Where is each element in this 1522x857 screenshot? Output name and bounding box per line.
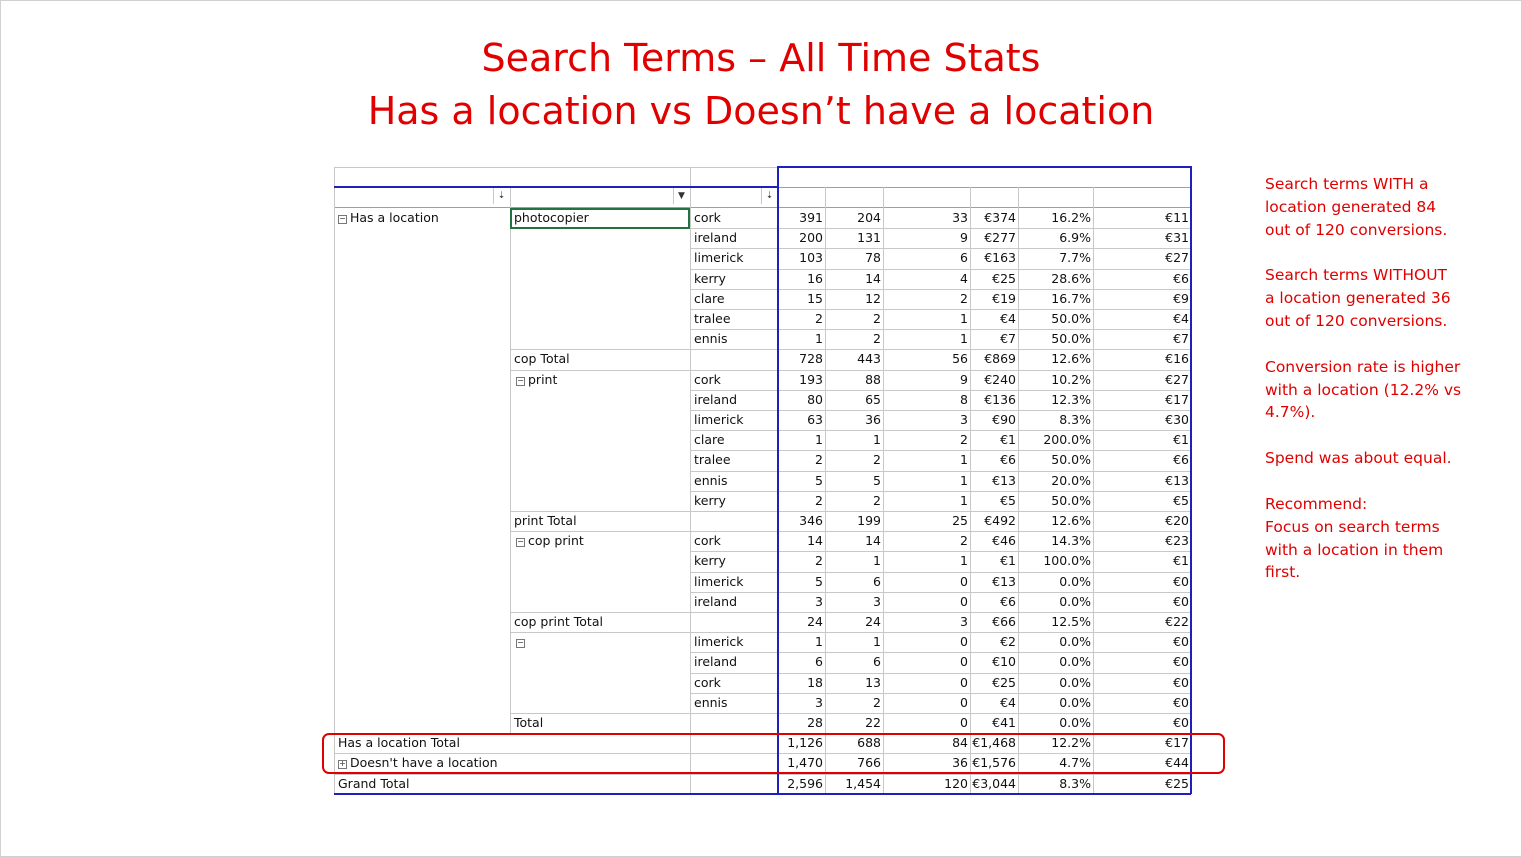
clicks-cell: 2 — [873, 452, 881, 468]
cost-per-conv-cell: €0 — [1173, 654, 1189, 670]
product-label-text: Total — [514, 715, 544, 730]
note-line: 4.7%). — [1265, 403, 1316, 422]
location-cell: ireland — [694, 230, 738, 246]
impr-cell: 1,470 — [787, 755, 823, 771]
note-line: with a location in them — [1265, 540, 1444, 559]
impr-cell: 200 — [799, 230, 823, 246]
impr-cell: 5 — [815, 573, 823, 589]
clicks-cell: 14 — [865, 533, 881, 549]
conv-rate-cell: 20.0% — [1051, 472, 1091, 488]
cost-per-conv-cell: €27 — [1165, 250, 1189, 266]
cost-cell: €4 — [1000, 311, 1016, 326]
cost-per-conv-cell: €4 — [1173, 311, 1189, 326]
conv-rate-cell: 12.3% — [1051, 391, 1091, 407]
cost-cell: €1,468 — [972, 735, 1016, 751]
cost-cell: €277 — [984, 230, 1016, 246]
conv-rate-cell: 14.3% — [1051, 533, 1091, 549]
grid-line — [883, 187, 884, 794]
product-label-text: print — [528, 371, 558, 387]
conv-rate-cell: 12.5% — [1051, 614, 1091, 629]
conv-rate-cell: 50.0% — [1051, 331, 1091, 347]
expand-icon[interactable]: + — [339, 759, 346, 769]
conversions-cell: 8 — [960, 391, 968, 407]
cost-cell: €25 — [992, 270, 1016, 286]
clicks-cell: 443 — [857, 351, 881, 367]
cost-cell: €163 — [984, 250, 1016, 266]
cost-cell: €41 — [992, 715, 1016, 730]
clicks-cell: 204 — [857, 210, 881, 225]
has-location-filter-button[interactable] — [493, 188, 509, 204]
location-cell: tralee — [694, 452, 731, 468]
conv-rate-cell: 100.0% — [1043, 553, 1091, 569]
conversions-cell: 84 — [952, 735, 968, 751]
cost-cell: €492 — [984, 513, 1016, 528]
note-paragraph — [1265, 173, 1470, 241]
conv-rate-cell: 12.6% — [1051, 351, 1091, 367]
cost-cell: €3,044 — [972, 775, 1016, 791]
conv-rate-cell: 0.0% — [1059, 715, 1091, 730]
impr-cell: 103 — [799, 250, 823, 266]
cost-per-conv-cell: €0 — [1173, 715, 1189, 730]
cost-cell: €6 — [1000, 452, 1016, 468]
cost-cell: €5 — [1000, 492, 1016, 508]
cost-per-conv-cell: €7 — [1173, 331, 1189, 347]
location-cell: ireland — [694, 593, 738, 609]
conv-rate-cell: 4.7% — [1059, 755, 1091, 771]
conversions-cell: 4 — [960, 270, 968, 286]
clicks-cell: 6 — [873, 573, 881, 589]
clicks-cell: 2 — [873, 492, 881, 508]
note-paragraph — [1265, 447, 1470, 470]
location-cell: cork — [694, 674, 721, 690]
cost-per-conv-cell: €5 — [1173, 492, 1189, 508]
slide-subtitle: Has a location vs Doesn’t have a location — [367, 89, 1155, 133]
values-header — [780, 168, 980, 188]
clicks-cell: 2 — [873, 694, 881, 710]
conv-rate-cell: 50.0% — [1051, 311, 1091, 326]
cost-per-conv-cell: €0 — [1173, 694, 1189, 710]
grid-line — [778, 187, 1191, 188]
conversions-cell: 56 — [952, 351, 968, 367]
location-cell: limerick — [694, 412, 744, 427]
impr-cell: 5 — [815, 472, 823, 488]
grid-line — [510, 188, 511, 733]
product-label-text: cop print — [528, 533, 584, 549]
cost-per-conv-cell: €6 — [1173, 452, 1189, 468]
conversions-cell: 9 — [960, 230, 968, 246]
cost-per-conv-cell: €9 — [1173, 290, 1189, 306]
location-cell: ennis — [694, 331, 728, 347]
cost-per-conv-cell: €27 — [1165, 371, 1189, 387]
grid-line — [690, 167, 691, 794]
subtotal-label — [510, 713, 778, 733]
values-frame-top — [777, 166, 1191, 168]
impr-cell: 3 — [815, 694, 823, 710]
cost-cell: €10 — [992, 654, 1016, 670]
conversions-cell: 0 — [960, 715, 968, 730]
location-filter-button[interactable] — [761, 188, 777, 204]
conv-rate-cell: 0.0% — [1059, 694, 1091, 710]
location-cell: cork — [694, 371, 721, 387]
filter-dropdown-icon: ⇣ — [765, 191, 774, 201]
conversions-cell: 36 — [952, 755, 968, 771]
cost-cell: €90 — [992, 412, 1016, 427]
conversions-cell: 1 — [960, 331, 968, 347]
clicks-cell: 13 — [865, 674, 881, 690]
impr-cell: 1 — [815, 331, 823, 347]
cost-cell: €46 — [992, 533, 1016, 549]
clicks-cell: 65 — [865, 391, 881, 407]
cost-cell: €6 — [1000, 593, 1016, 609]
conv-rate-cell: 12.6% — [1051, 513, 1091, 528]
location-cell: kerry — [694, 492, 726, 508]
header-frame-top — [334, 186, 778, 188]
collapse-icon[interactable]: − — [517, 375, 524, 385]
cost-cell: €1 — [1000, 432, 1016, 448]
cost-per-conv-cell: €31 — [1165, 230, 1189, 246]
clicks-cell: 14 — [865, 270, 881, 286]
note-line: Recommend: — [1265, 494, 1368, 513]
photocopier-filter-button[interactable] — [673, 188, 689, 204]
impr-cell: 80 — [807, 391, 823, 407]
cost-cell: €13 — [992, 573, 1016, 589]
clicks-cell: 199 — [857, 513, 881, 528]
cost-cell: €869 — [984, 351, 1016, 367]
clicks-cell: 1 — [873, 553, 881, 569]
location-cell: cork — [694, 210, 721, 225]
conv-rate-cell: 50.0% — [1051, 492, 1091, 508]
clicks-cell: 2 — [873, 331, 881, 347]
header-cost-per-conv — [1093, 188, 1191, 208]
conv-rate-cell: 10.2% — [1051, 371, 1091, 387]
header-conv-rate — [1018, 188, 1093, 208]
conversions-cell: 1 — [960, 311, 968, 326]
conversions-cell: 0 — [960, 694, 968, 710]
cost-per-conv-cell: €6 — [1173, 270, 1189, 286]
cost-cell: €240 — [984, 371, 1016, 387]
clicks-cell: 78 — [865, 250, 881, 266]
cost-per-conv-cell: €1 — [1173, 432, 1189, 448]
conv-rate-cell: 8.3% — [1059, 775, 1091, 791]
cost-cell: €136 — [984, 391, 1016, 407]
conversions-cell: 0 — [960, 654, 968, 670]
cost-per-conv-cell: €11 — [1165, 210, 1189, 225]
collapse-icon[interactable]: − — [339, 214, 346, 223]
note-line: out of 120 conversions. — [1265, 311, 1448, 330]
note-line: with a location (12.2% vs — [1265, 380, 1462, 399]
cost-per-conv-cell: €0 — [1173, 573, 1189, 589]
impr-cell: 16 — [807, 270, 823, 286]
values-frame-bottom — [777, 793, 1191, 795]
conv-rate-cell: 0.0% — [1059, 573, 1091, 589]
header-conversions — [883, 188, 970, 208]
clicks-cell: 688 — [857, 735, 881, 751]
note-line: location generated 84 — [1265, 197, 1437, 216]
conv-rate-cell: 6.9% — [1059, 230, 1091, 246]
conv-rate-cell: 0.0% — [1059, 593, 1091, 609]
product-label-text: cop Total — [514, 351, 570, 367]
filter-dropdown-icon: ▼ — [678, 191, 685, 201]
clicks-cell: 131 — [857, 230, 881, 246]
product-label-text: photocopier — [514, 210, 589, 225]
impr-cell: 1,126 — [787, 735, 823, 751]
note-paragraph — [1265, 264, 1470, 332]
header-impr — [778, 188, 825, 208]
impr-cell: 63 — [807, 412, 823, 427]
conversions-cell: 9 — [960, 371, 968, 387]
clicks-cell: 1,454 — [845, 775, 881, 791]
conversions-cell: 2 — [960, 432, 968, 448]
impr-cell: 1 — [815, 634, 823, 650]
conv-rate-cell: 0.0% — [1059, 634, 1091, 650]
conv-rate-cell: 28.6% — [1051, 270, 1091, 286]
impr-cell: 14 — [807, 533, 823, 549]
cost-per-conv-cell: €0 — [1173, 674, 1189, 690]
cost-cell: €25 — [992, 674, 1016, 690]
conv-rate-cell: 0.0% — [1059, 654, 1091, 670]
cost-per-conv-cell: €16 — [1165, 351, 1189, 367]
cost-per-conv-cell: €23 — [1165, 533, 1189, 549]
header-cost — [970, 188, 1018, 208]
conversions-cell: 0 — [960, 634, 968, 650]
cost-cell: €19 — [992, 290, 1016, 306]
cost-per-conv-cell: €0 — [1173, 634, 1189, 650]
conv-rate-cell: 12.2% — [1051, 735, 1091, 751]
location-comparison-highlight — [322, 733, 1225, 774]
clicks-cell: 5 — [873, 472, 881, 488]
location-cell: cork — [694, 533, 721, 549]
location-cell: limerick — [694, 573, 744, 589]
conversions-cell: 1 — [960, 553, 968, 569]
values-frame-left — [777, 166, 779, 794]
impr-cell: 15 — [807, 290, 823, 306]
header-has-location — [334, 188, 494, 208]
clicks-cell: 1 — [873, 634, 881, 650]
clicks-cell: 36 — [865, 412, 881, 427]
conv-rate-cell: 200.0% — [1043, 432, 1091, 448]
impr-cell: 2 — [815, 311, 823, 326]
note-line: a location generated 36 — [1265, 289, 1451, 308]
grid-line — [1018, 187, 1019, 794]
impr-cell: 346 — [799, 513, 823, 528]
impr-cell: 28 — [807, 715, 823, 730]
note-line: Search terms WITH a — [1265, 175, 1429, 193]
note-paragraph — [1265, 356, 1470, 424]
location-cell: ireland — [694, 654, 738, 670]
impr-cell: 2,596 — [787, 775, 823, 791]
location-cell: clare — [694, 432, 725, 448]
conv-rate-cell: 8.3% — [1059, 412, 1091, 427]
filter-dropdown-icon: ⇣ — [497, 191, 506, 201]
cost-cell: €66 — [992, 614, 1016, 629]
row-label-text: Grand Total — [338, 775, 410, 791]
subtotal-label — [510, 612, 778, 632]
conversions-cell: 0 — [960, 674, 968, 690]
conversions-cell: 0 — [960, 593, 968, 609]
impr-cell: 193 — [799, 371, 823, 387]
grid-line — [1093, 187, 1094, 794]
row-label-text: Has a location — [350, 210, 439, 225]
note-line: Spend was about equal. — [1265, 449, 1452, 468]
impr-cell: 18 — [807, 674, 823, 690]
header-location — [690, 188, 762, 208]
note-paragraph — [1265, 493, 1470, 584]
note-line: first. — [1265, 563, 1301, 582]
grid-line — [825, 187, 826, 794]
conversions-cell: 0 — [960, 573, 968, 589]
impr-cell: 1 — [815, 432, 823, 448]
note-line: Conversion rate is higher — [1265, 357, 1461, 376]
location-cell: ennis — [694, 694, 728, 710]
header-clicks — [825, 188, 883, 208]
cost-per-conv-cell: €17 — [1165, 735, 1189, 751]
clicks-cell: 2 — [873, 311, 881, 326]
grid-line — [970, 187, 971, 794]
subtotal-label — [510, 349, 778, 369]
grand-row-label — [334, 774, 778, 794]
conversions-cell: 2 — [960, 290, 968, 306]
clicks-cell: 24 — [865, 614, 881, 629]
impr-cell: 391 — [799, 210, 823, 225]
cost-cell: €374 — [984, 210, 1016, 225]
impr-cell: 3 — [815, 593, 823, 609]
location-cell: ennis — [694, 472, 728, 488]
row-label-text: Doesn't have a location — [350, 755, 498, 771]
clicks-cell: 88 — [865, 371, 881, 387]
conversions-cell: 1 — [960, 452, 968, 468]
clicks-cell: 12 — [865, 290, 881, 306]
conv-rate-cell: 0.0% — [1059, 674, 1091, 690]
conversions-cell: 1 — [960, 472, 968, 488]
cost-cell: €4 — [1000, 694, 1016, 710]
cost-cell: €7 — [1000, 331, 1016, 347]
cost-per-conv-cell: €20 — [1165, 513, 1189, 528]
clicks-cell: 766 — [857, 755, 881, 771]
cost-cell: €1 — [1000, 553, 1016, 569]
cost-per-conv-cell: €13 — [1165, 472, 1189, 488]
note-line: Focus on search terms — [1265, 517, 1440, 536]
location-cell: kerry — [694, 270, 726, 286]
location-cell: ireland — [694, 391, 738, 407]
location-cell: clare — [694, 290, 725, 306]
note-line: out of 120 conversions. — [1265, 220, 1448, 239]
grid-line — [334, 167, 335, 794]
impr-cell: 24 — [807, 614, 823, 629]
conversions-cell: 3 — [960, 412, 968, 427]
cost-per-conv-cell: €30 — [1165, 412, 1189, 427]
product-label-text: cop print Total — [514, 614, 603, 629]
slide-title: Search Terms – All Time Stats — [481, 36, 1041, 80]
clicks-cell: 6 — [873, 654, 881, 670]
impr-cell: 2 — [815, 492, 823, 508]
notes-panel — [1265, 173, 1470, 607]
values-frame-right — [1190, 166, 1192, 794]
clicks-cell: 22 — [865, 715, 881, 730]
conv-rate-cell: 7.7% — [1059, 250, 1091, 266]
clicks-cell: 1 — [873, 432, 881, 448]
conversions-cell: 2 — [960, 533, 968, 549]
location-cell: tralee — [694, 311, 731, 326]
impr-cell: 728 — [799, 351, 823, 367]
location-cell: limerick — [694, 634, 744, 650]
cost-per-conv-cell: €25 — [1165, 775, 1189, 791]
cost-cell: €2 — [1000, 634, 1016, 650]
conv-rate-cell: 16.7% — [1051, 290, 1091, 306]
cost-cell: €13 — [992, 472, 1016, 488]
cost-per-conv-cell: €0 — [1173, 593, 1189, 609]
clicks-cell: 3 — [873, 593, 881, 609]
group-label — [334, 208, 510, 228]
impr-cell: 2 — [815, 553, 823, 569]
header-photocopier-or-printer — [510, 188, 674, 208]
conversions-cell: 3 — [960, 614, 968, 629]
impr-cell: 6 — [815, 654, 823, 670]
location-cell: limerick — [694, 250, 744, 266]
conv-rate-cell: 50.0% — [1051, 452, 1091, 468]
conversions-cell: 25 — [952, 513, 968, 528]
cost-per-conv-cell: €22 — [1165, 614, 1189, 629]
row-label-text: Has a location Total — [338, 735, 460, 751]
conversions-cell: 1 — [960, 492, 968, 508]
impr-cell: 2 — [815, 452, 823, 468]
cost-cell: €1,576 — [972, 755, 1016, 771]
cost-per-conv-cell: €44 — [1165, 755, 1189, 771]
cost-per-conv-cell: €1 — [1173, 553, 1189, 569]
grand-total-frame-bottom — [334, 793, 778, 795]
cost-per-conv-cell: €17 — [1165, 391, 1189, 407]
collapse-icon[interactable]: − — [517, 537, 524, 547]
conversions-cell: 120 — [944, 775, 968, 791]
selected-cell[interactable] — [510, 208, 690, 229]
pivot-table — [334, 167, 1191, 792]
collapse-icon[interactable]: − — [517, 638, 524, 648]
location-cell: kerry — [694, 553, 726, 569]
conversions-cell: 33 — [952, 210, 968, 225]
subtotal-label — [510, 511, 778, 531]
conv-rate-cell: 16.2% — [1051, 210, 1091, 225]
note-line: Search terms WITHOUT — [1265, 266, 1448, 285]
product-label-text: print Total — [514, 513, 577, 528]
conversions-cell: 6 — [960, 250, 968, 266]
